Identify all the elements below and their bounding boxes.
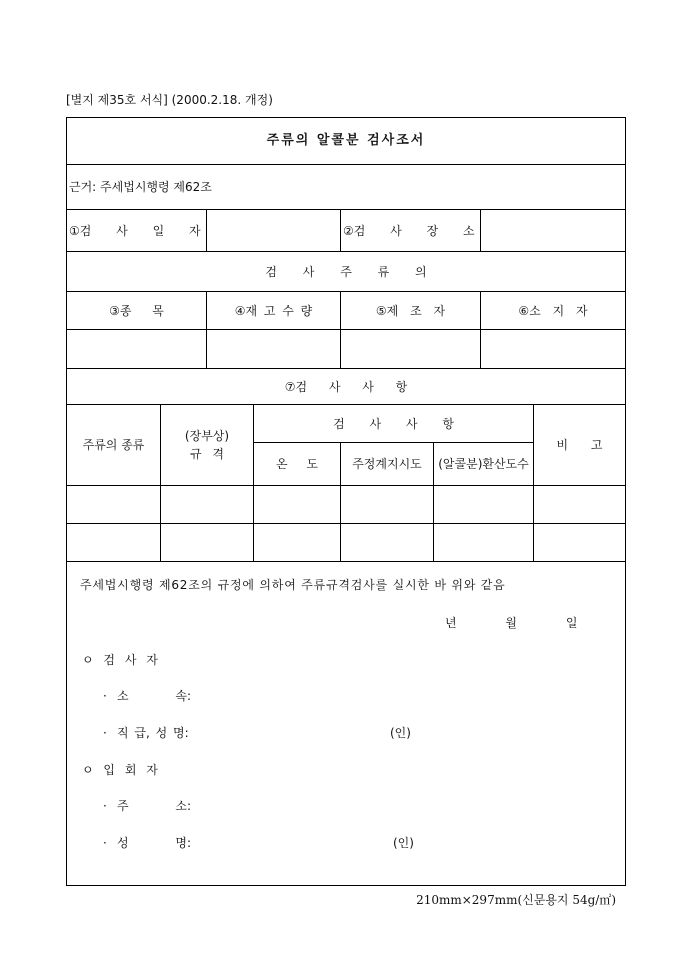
liquor-stock-value (207, 330, 341, 368)
liquor-owner-value (481, 330, 625, 368)
row2-spec (161, 524, 254, 561)
inspection-report-form (66, 117, 626, 886)
liquor-col-kind-label: ③종 목 (109, 303, 164, 318)
paper-spec-footer: 210mm×297mm(신문용지 54g/㎡) (416, 893, 616, 907)
witness-name-label: 성 명: (117, 836, 192, 850)
inspection-date-label-cell (67, 210, 207, 251)
row2-remarks (534, 524, 625, 561)
items-section-cell (67, 369, 625, 404)
bullet-name: · (103, 836, 107, 850)
row2-liquor-type (67, 524, 161, 561)
bullet-rank-name: · (103, 726, 107, 740)
witness-seal: (인) (393, 836, 414, 850)
row1-temperature (254, 486, 341, 523)
col-spec-line1: (장부상) (184, 429, 230, 443)
form-title: 주류의 알콜분 검사조서 (266, 133, 426, 148)
statement-block (67, 562, 625, 885)
liquor-col-manufacturer (341, 292, 481, 329)
col-spec (161, 405, 254, 485)
bullet-affiliation: · (103, 689, 107, 703)
liquor-section-cell (67, 252, 625, 291)
inspector-seal: (인) (390, 726, 411, 740)
inspection-place-label-cell (341, 210, 481, 251)
inspector-affiliation-label: 소 속: (117, 689, 192, 703)
liquor-section-title: 검 사 주 류 의 (265, 264, 427, 279)
row1-remarks (534, 486, 625, 523)
legal-basis: 근거: 주세법시행령 제62조 (69, 180, 212, 194)
row1-converted-abv (434, 486, 534, 523)
items-section-row (67, 369, 625, 405)
col-temperature (254, 443, 341, 485)
inspection-place-value (481, 210, 625, 251)
form-number-caption: [별지 제35호 서식] (2000.2.18. 개정) (66, 93, 273, 107)
inspection-date-label: ①검 사 일 자 (69, 223, 201, 238)
inspector-heading: ㅇ 검 사 자 (82, 653, 158, 667)
col-hydrometer-label: 주정계지시도 (352, 457, 422, 471)
row1-hydrometer (341, 486, 434, 523)
liquor-section-row (67, 252, 625, 292)
row2-converted-abv (434, 524, 534, 561)
row1-liquor-type (67, 486, 161, 523)
witness-heading: ㅇ 입 회 자 (82, 763, 158, 777)
items-row-1 (67, 486, 625, 524)
liquor-manufacturer-value (341, 330, 481, 368)
col-inspection-group-label: 검 사 사 항 (333, 417, 454, 431)
items-row-2 (67, 524, 625, 562)
date-place-row (67, 210, 625, 252)
col-liquor-type-label: 주류의 종류 (82, 438, 145, 452)
date-line: 년 월 일 (445, 616, 578, 630)
col-temperature-label: 온 도 (276, 457, 318, 471)
col-remarks (534, 405, 625, 485)
items-header-row (67, 405, 625, 486)
liquor-col-manufacturer-label: ⑤제 조 자 (375, 303, 446, 318)
col-converted-abv (434, 443, 533, 485)
basis-row (67, 165, 625, 210)
row1-spec (161, 486, 254, 523)
inspector-rank-name-label: 직 급, 성 명: (117, 726, 189, 740)
row2-temperature (254, 524, 341, 561)
title-row (67, 118, 625, 165)
col-spec-line2: 규 격 (189, 447, 224, 461)
col-liquor-type (67, 405, 161, 485)
liquor-value-row (67, 330, 625, 369)
liquor-col-owner (481, 292, 625, 329)
col-inspection-group (254, 405, 534, 485)
row2-hydrometer (341, 524, 434, 561)
statement-text: 주세법시행령 제62조의 규정에 의하여 주류규격검사를 실시한 바 위와 같음 (80, 578, 506, 592)
liquor-kind-value (67, 330, 207, 368)
col-converted-abv-label: (알콜분)환산도수 (438, 457, 529, 471)
col-remarks-label: 비 고 (556, 438, 603, 452)
liquor-header-row (67, 292, 625, 330)
witness-address-label: 주 소: (117, 799, 192, 813)
liquor-col-stock-label: ④재 고 수 량 (234, 303, 313, 318)
bullet-address: · (103, 799, 107, 813)
col-inspection-subheaders (254, 443, 533, 485)
col-inspection-group-header (254, 405, 533, 443)
col-spec-label (185, 427, 229, 463)
inspection-date-value (207, 210, 341, 251)
inspection-place-label: ②검 사 장 소 (343, 223, 475, 238)
liquor-col-stock (207, 292, 341, 329)
liquor-col-kind (67, 292, 207, 329)
items-section-title: ⑦검 사 사 항 (284, 379, 408, 394)
col-hydrometer (341, 443, 434, 485)
liquor-col-owner-label: ⑥소 지 자 (518, 303, 588, 318)
